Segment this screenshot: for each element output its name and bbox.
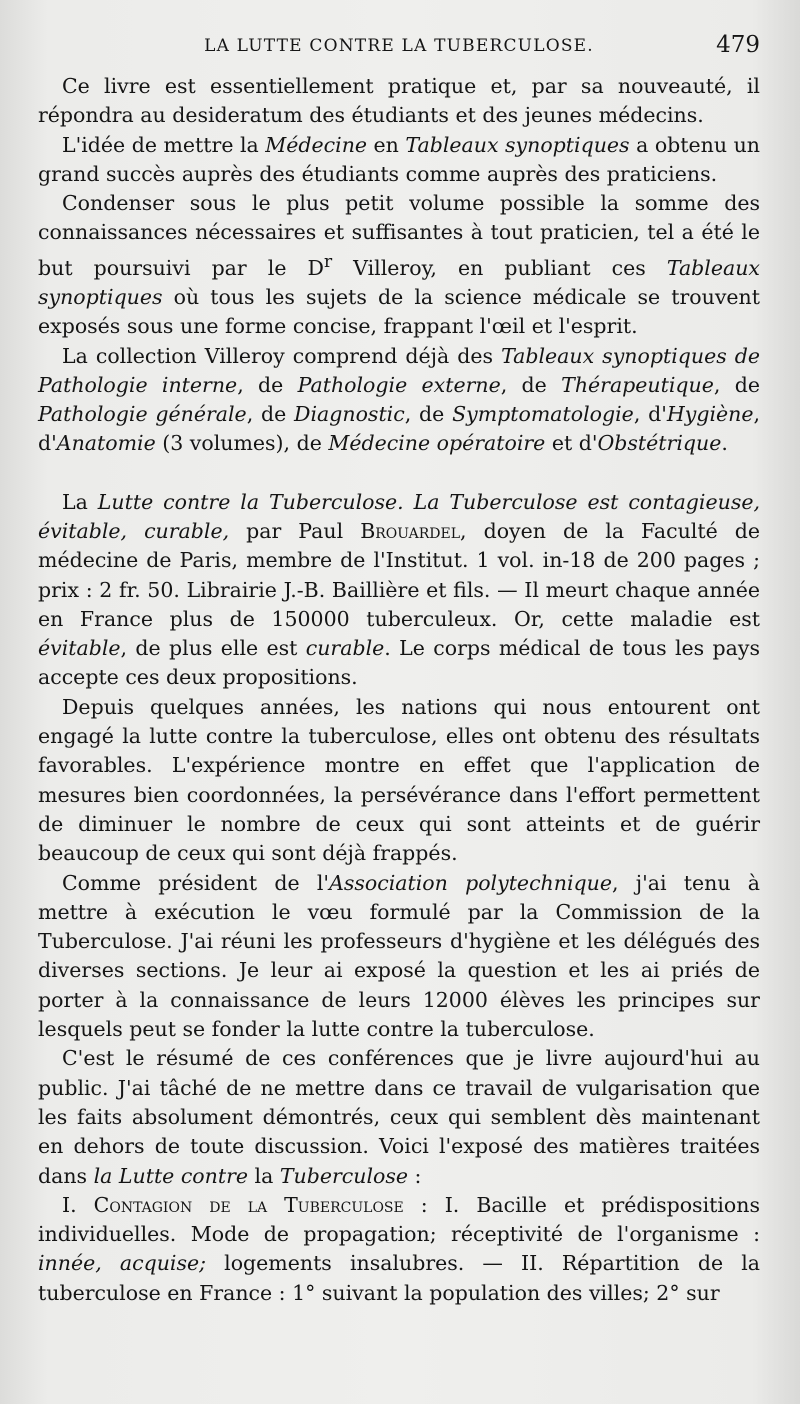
paragraph-8: C'est le résumé de ces conférences que je livre aujourd'hui au public. J'ai tâché de ne mettre dans ce travail de vulgarisation que les faits absolument démontrés, ceux qui semblent dès maintenant en dehors de toute discussion. Voici l'exposé des matières traitées dans la Lutte contre la Tuberculose : (38, 1046, 760, 1188)
paragraph-1: Ce livre est essentiellement pratique et, par sa nouveauté, il répondra au desideratum des étudiants et des jeunes médecins. (38, 74, 760, 128)
paragraph-9: I. Contagion de la Tuberculose : I. Bacille et prédispositions individuelles. Mode de propagation; réceptivité de l'organisme : innée, acquise; logements insalubres. — II. Répartition de la tuberculose en France : 1° suivant la population des villes; 2° sur (38, 1192, 760, 1305)
paragraph-7: Comme président de l'Association polytechnique, j'ai tenu à mettre à exécution le vœu formulé par la Commission de la Tuberculose. J'ai réuni les professeurs d'hygiène et les délégués des diverses sections. Je leur ai exposé la question et les ai priés de porter à la connaissance de leurs 12000 élèves les principes sur lesquels peut se fonder la lutte contre la tuberculose. (38, 870, 760, 1042)
paragraph-3: Condenser sous le plus petit volume possible la somme des connaissances nécessaires et suffisantes à tout praticien, tel a été le but poursuivi par le $D^r$ Villeroy, en publiant ces Tableaux synoptiques où tous les sujets de la science médicale se trouvent exposés sous une forme concise, frappant l'œil et l'esprit. (38, 191, 760, 339)
paragraph-5-book-review: La Lutte contre la Tuberculose. La Tuberculose est contagieuse, évitable, curable, par Paul Brouardel, doyen de la Faculté de médecine de Paris, membre de l'Institut. 1 vol. in-18 de 200 pages ; prix : 2 fr. 50. Librairie J.-B. Baillière et fils. — Il meurt chaque année en France plus de 150000 tuberculeux. Or, cette maladie est évitable, de plus elle est curable. Le corps médical de tous les pays accepte ces deux propositions. (38, 489, 760, 690)
section-heading: Contagion de la Tuberculose (93, 1192, 404, 1217)
paragraph-2: L'idée de mettre la Médecine en Tableaux synoptiques a obtenu un grand succès auprès des étudiants comme auprès des praticiens. (38, 132, 760, 186)
page-number: 479 (716, 32, 760, 58)
running-title: LA LUTTE CONTRE LA TUBERCULOSE. (204, 36, 594, 56)
body-text (38, 72, 760, 1308)
author-name: Brouardel (360, 518, 461, 543)
page-header (38, 34, 760, 74)
paragraph-4: La collection Villeroy comprend déjà des Tableaux synoptiques de Pathologie interne, de Pathologie externe, de Thérapeutique, de Pathologie générale, de Diagnostic, de Symptomatologie, d'Hygiène, d'Anatomie (3 volumes), de Médecine opératoire et d'Obstétrique. (38, 343, 761, 456)
paragraph-6: Depuis quelques années, les nations qui nous entourent ont engagé la lutte contre la tuberculose, elles ont obtenu des résultats favorables. L'expérience montre en effet que l'application de mesures bien coordonnées, la persévérance dans l'effort permettent de diminuer le nombre de ceux qui sont atteints et de guérir beaucoup de ceux qui sont déjà frappés. (38, 694, 760, 866)
